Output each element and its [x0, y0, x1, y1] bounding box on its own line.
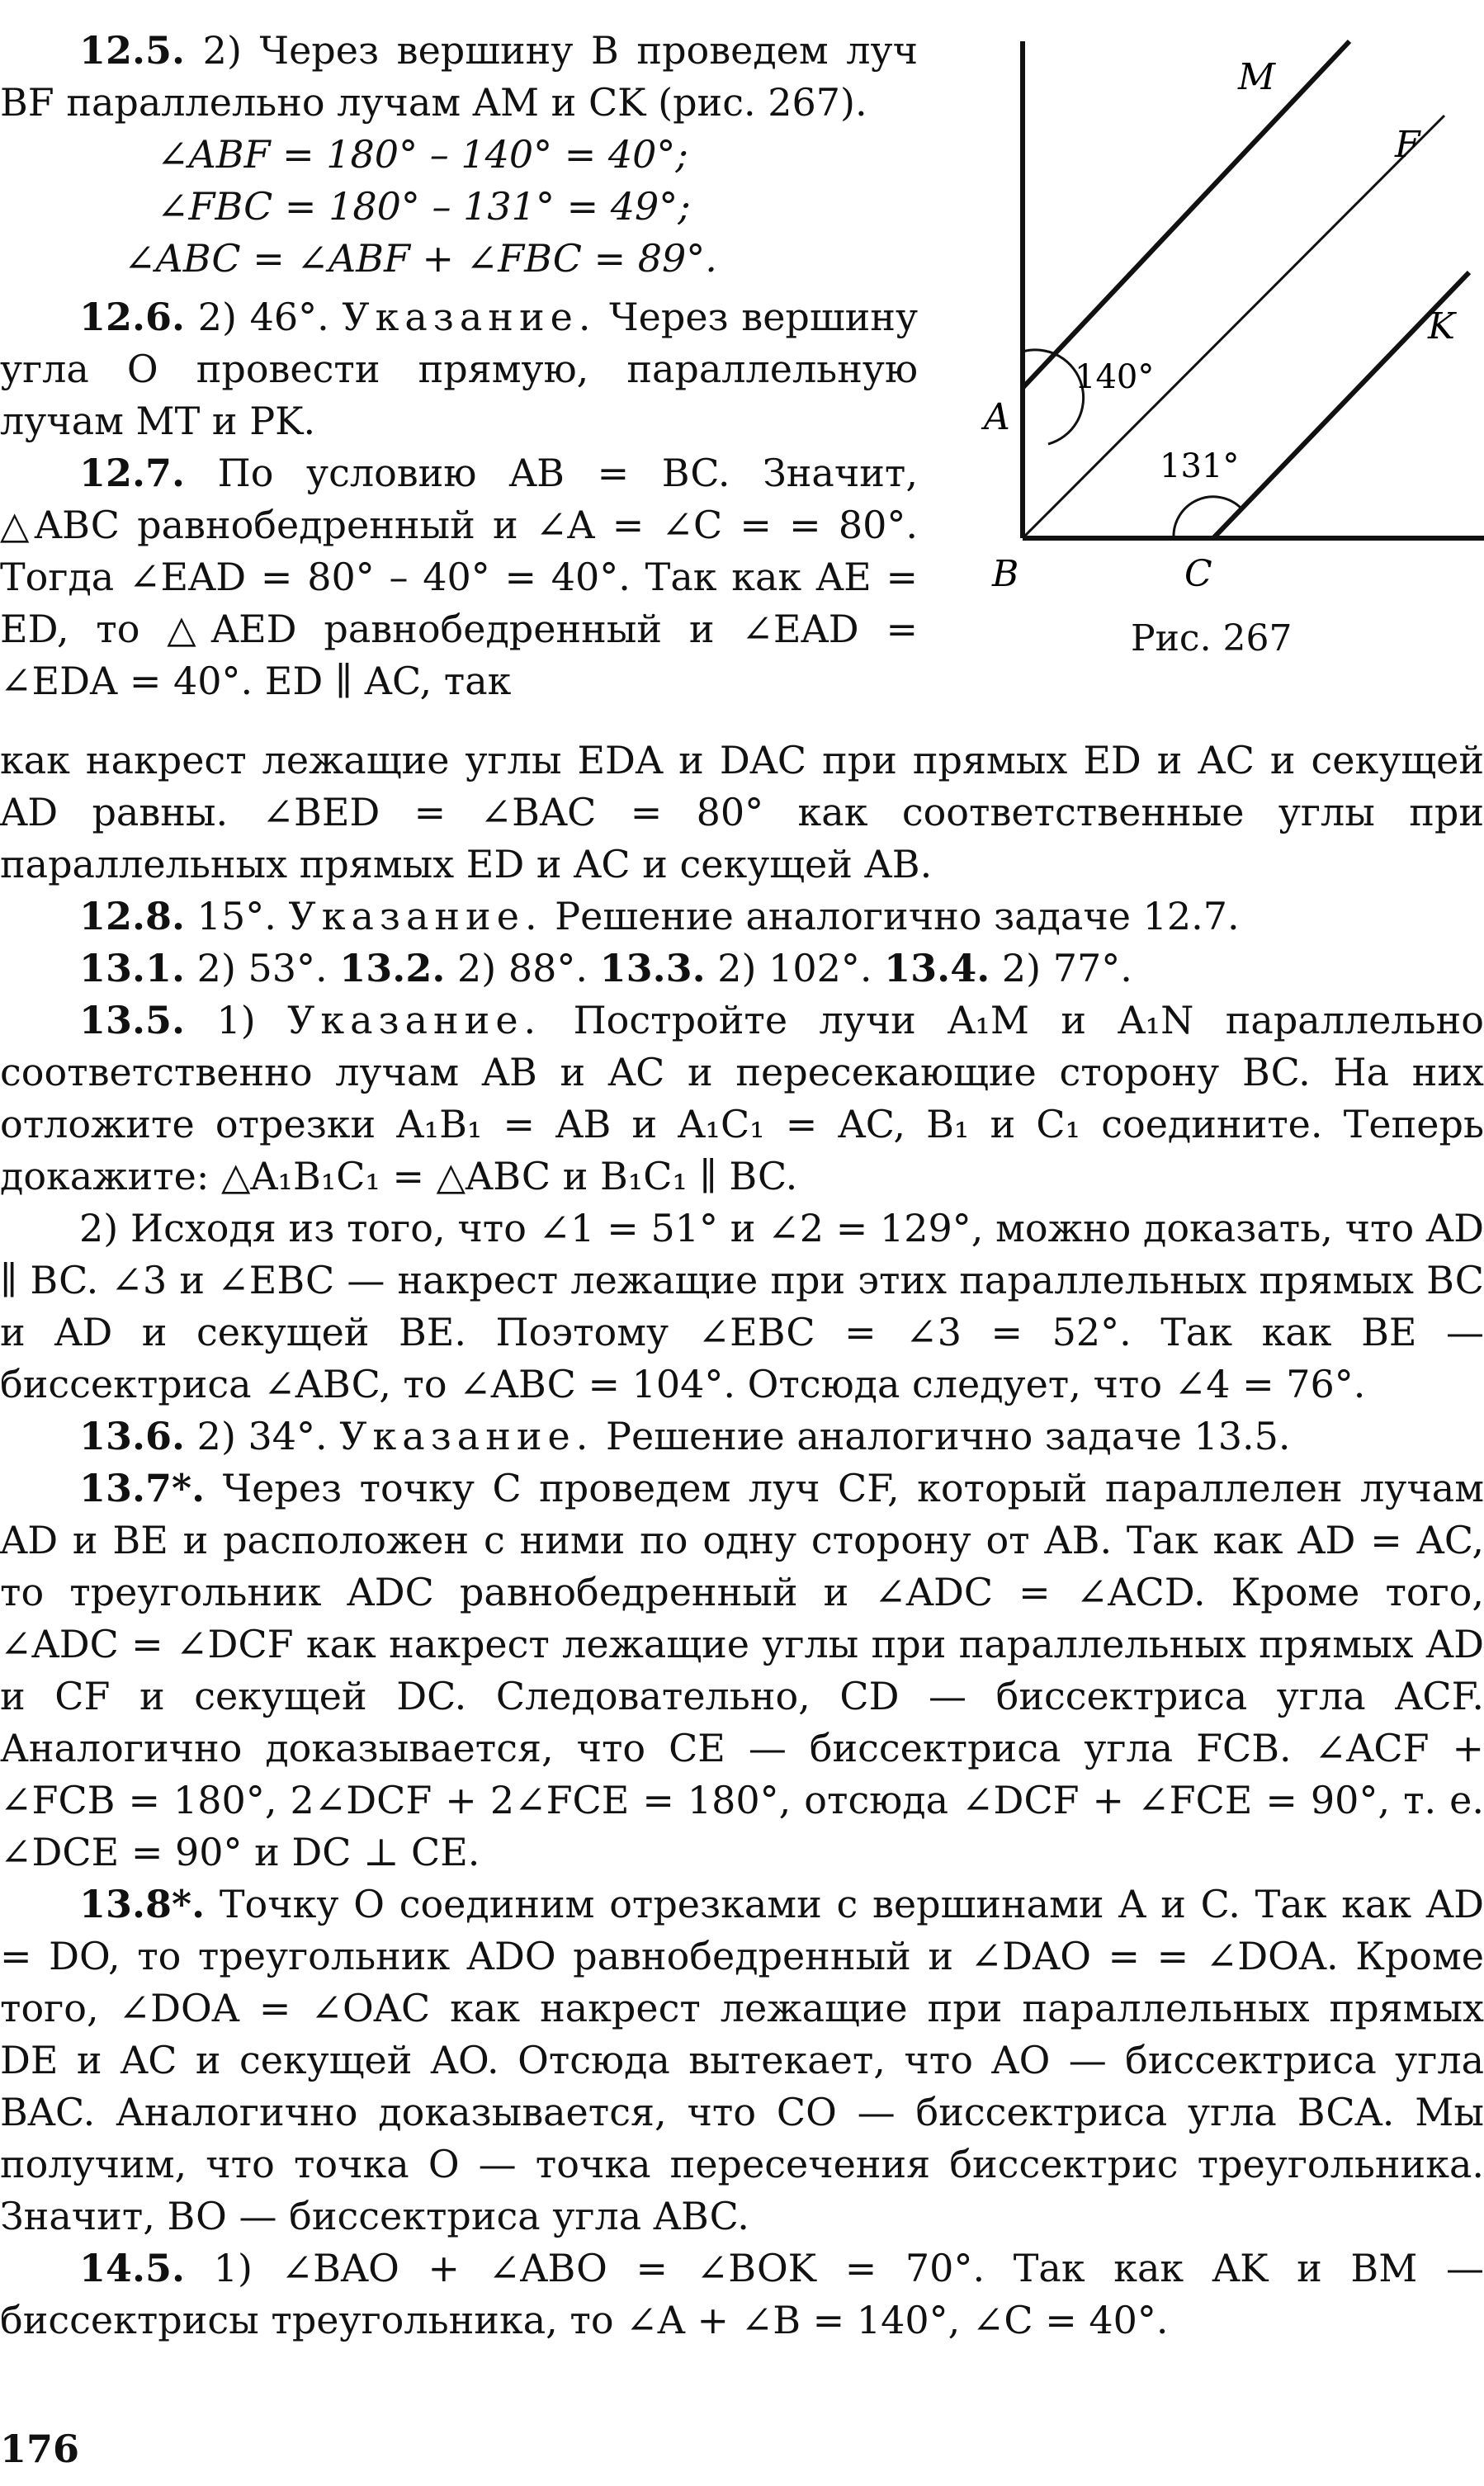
problem-number: 13.3.: [599, 946, 706, 990]
problem-number: 14.5.: [79, 2246, 186, 2290]
paragraph-text: Через вершину угла O провести прямую, параллельную лучам MT и PK.: [0, 295, 919, 443]
full-width-column: [0, 735, 1484, 2347]
problem-number: 12.7.: [79, 451, 186, 495]
problem-number: 13.5.: [79, 998, 186, 1042]
paragraph-text: Решение аналогично задаче 12.7.: [542, 894, 1240, 938]
paragraph-13-8: [0, 1879, 1484, 2243]
paragraph-text: Решение аналогично задаче 13.5.: [593, 1414, 1291, 1458]
hint-label: Указание.: [342, 295, 597, 339]
paragraph-13-1-to-13-4: [0, 943, 1484, 995]
paragraph-12-7-part-b: как накрест лежащие углы EDA и DAC при прямых ED и AC и секущей AD равны. ∠BED = ∠BAC = 80° как соответственные углы при параллельных прямых ED и AC и секущей AB.: [0, 738, 1484, 886]
ray-am: [1023, 41, 1349, 388]
label-f: F: [1395, 124, 1420, 166]
problem-number: 13.4.: [884, 946, 990, 990]
problem-number: 12.5.: [79, 28, 186, 73]
figure-267: [966, 25, 1484, 677]
problem-number: 13.2.: [339, 946, 446, 990]
paragraph-text: Через точку C проведем луч CF, который параллелен лучам AD и BE и расположен с ними по одну сторону от AB. Так как AD = AC, то треугольник ADC равнобедренный и ∠ADC = ∠ACD. Кроме того, ∠ADC = ∠DCF как накрест лежащие углы при параллельных прямых AD и CF и секущей DC. Следовательно, CD — биссектриса угла ACF. Аналогично доказывается, что CE — биссектриса угла FCB. ∠ACF + ∠FCB = 180°, 2∠DCF + 2∠FCE = 180°, отсюда ∠DCF + ∠FCE = 90°, т. е. ∠DCE = 90° и DC ⊥ CE.: [0, 1466, 1484, 1874]
paragraph-12-7-part-a: [0, 447, 918, 707]
answer-text: 2) 53°.: [185, 946, 340, 990]
problem-number: 13.8*.: [79, 1882, 206, 1926]
paragraph-13-7: [0, 1463, 1484, 1879]
problem-number: 13.6.: [79, 1414, 186, 1458]
hint-label: Указание.: [287, 998, 542, 1042]
page-number: 176: [0, 2427, 80, 2471]
hint-label: Указание.: [288, 894, 543, 938]
equation-abf: ∠ABF = 180° – 140° = 40°;: [157, 132, 688, 177]
equation-abc: ∠ABC = ∠ABF + ∠FBC = 89°.: [124, 236, 717, 281]
problem-number: 12.8.: [79, 894, 186, 938]
problem-number: 13.1.: [79, 946, 186, 990]
answer-text: 2) 102°.: [705, 946, 885, 990]
label-b: B: [992, 553, 1019, 595]
problem-number: 13.7*.: [79, 1466, 206, 1510]
paragraph-12-8: [0, 891, 1484, 943]
paragraph-12-5: [0, 25, 918, 129]
label-a: A: [984, 396, 1010, 438]
label-c: C: [1184, 553, 1212, 595]
label-m: M: [1238, 56, 1276, 98]
angle-label-c: 131°: [1160, 447, 1240, 485]
answer-text: 2) 34°.: [185, 1414, 340, 1458]
answer-text: 15°.: [185, 894, 289, 938]
answer-text: 2) 88°.: [445, 946, 600, 990]
hint-label: Указание.: [339, 1414, 594, 1458]
paragraph-text: 2) Через вершину B проведем луч BF параллельно лучам AM и CK (рис. 267).: [0, 28, 918, 125]
paragraph-12-6: [0, 291, 918, 447]
paragraph-text: Точку O соединим отрезками с вершинами A и C. Так как AD = DO, то треугольник ADO равнобедренный и ∠DAO = = ∠DOA. Кроме того, ∠DOA = ∠OAC как накрест лежащие при параллельных прямых DE и AC и секущей AO. Отсюда вытекает, что AO — биссектриса угла BAC. Аналогично доказывается, что CO — биссектриса угла BCA. Мы получим, что точка O — точка пересечения биссектрис треугольника. Значит, BO — биссектриса угла ABC.: [0, 1882, 1484, 2238]
equation-fbc: ∠FBC = 180° – 131° = 49°;: [157, 184, 691, 229]
answer-text: 1): [185, 998, 288, 1042]
left-column: [0, 25, 918, 707]
paragraph-13-5: [0, 995, 1484, 1203]
paragraph-text: По условию AB = BC. Значит, △ABC равнобедренный и ∠A = ∠C = = 80°. Тогда ∠EAD = 80° – 40° = 40°. Так как AE = ED, то △AED равнобедренный и ∠EAD = ∠EDA = 40°. ED ∥ AC, так: [0, 451, 918, 703]
paragraph-text: 1) ∠BAO + ∠ABO = ∠BOK = 70°. Так как AK и BM — биссектрисы треугольника, то ∠A + ∠B = 140°, ∠C = 40°.: [0, 2246, 1484, 2342]
answer-text: 2) 46°.: [185, 295, 343, 339]
problem-number: 12.6.: [79, 295, 186, 339]
label-k: K: [1428, 305, 1455, 347]
answer-text: 2) 77°.: [990, 946, 1132, 990]
figure-caption: Рис. 267: [1131, 617, 1293, 659]
paragraph-text: Постройте лучи A₁M и A₁N параллельно соответственно лучам AB и AC и пересекающие сторону BC. На них отложите отрезки A₁B₁ = AB и A₁C₁ = AC, B₁ и C₁ соедините. Теперь докажите: △A₁B₁C₁ = △ABC и B₁C₁ ∥ BC.: [0, 998, 1484, 1198]
angle-label-a: 140°: [1075, 358, 1155, 396]
paragraph-13-5-part-2: 2) Исходя из того, что ∠1 = 51° и ∠2 = 129°, можно доказать, что AD ∥ BC. ∠3 и ∠EBC — накрест лежащие при этих параллельных прямых BC и AD и секущей BE. Поэтому ∠EBC = ∠3 = 52°. Так как BE — биссектриса ∠ABC, то ∠ABC = 104°. Отсюда следует, что ∠4 = 76°.: [0, 1206, 1484, 1406]
paragraph-13-6: [0, 1411, 1484, 1463]
figure-267-diagram: [966, 25, 1484, 677]
paragraph-14-5: [0, 2243, 1484, 2347]
